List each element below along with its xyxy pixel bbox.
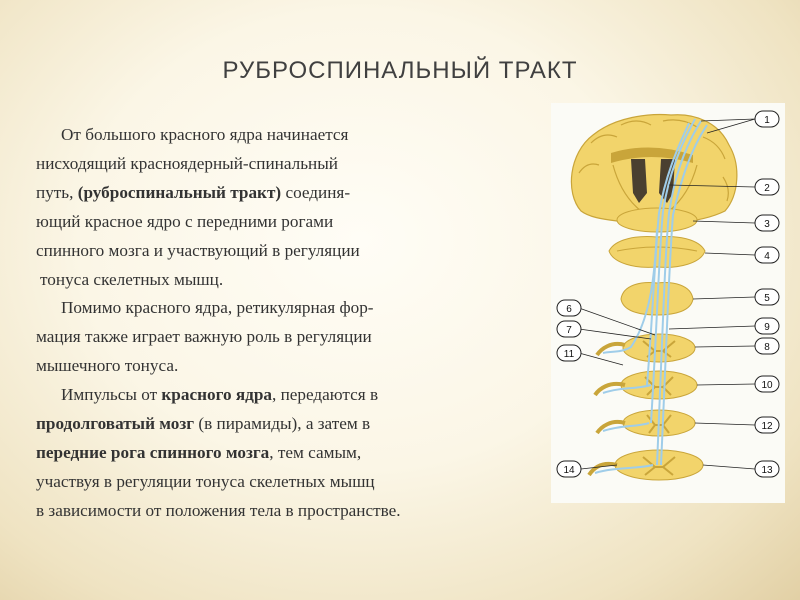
label-badge [557, 345, 581, 361]
label-text: 12 [761, 421, 773, 432]
diagram-svg [551, 103, 785, 503]
label-text: 4 [764, 251, 770, 262]
label-text: 2 [764, 183, 770, 194]
brain-section [571, 115, 736, 224]
text-line [36, 410, 576, 439]
text-span: , передаются в [272, 385, 379, 405]
spinal-level-13 [615, 450, 703, 480]
label-text: 5 [764, 293, 770, 304]
label-badge [755, 318, 779, 334]
label-text: 8 [764, 342, 770, 353]
label-badge [755, 111, 779, 127]
slide-body-text [36, 121, 576, 526]
text-line: ющий красное ядро с передними рогами [36, 211, 334, 231]
label-badge [755, 215, 779, 231]
label-badge [755, 179, 779, 195]
text-span: Импульсы от [61, 385, 162, 405]
text-line: мация также играет важную роль в регуляции [36, 327, 372, 347]
label-text: 13 [761, 465, 773, 476]
label-text: 7 [566, 325, 572, 336]
label-badge [557, 461, 581, 477]
text-line [36, 439, 576, 468]
text-line [36, 179, 576, 208]
label-text: 9 [764, 322, 770, 333]
label-text: 14 [563, 465, 575, 476]
label-text: 3 [764, 219, 770, 230]
label-badge [755, 461, 779, 477]
label-text: 6 [566, 304, 572, 315]
slide-title: РУБРОСПИНАЛЬНЫЙ ТРАКТ [222, 57, 578, 84]
label-badge [755, 289, 779, 305]
label-text: 11 [563, 349, 575, 360]
text-span: соединя- [281, 182, 351, 202]
bold-term: продолговатый мозг [36, 414, 195, 434]
text-line: От большого красного ядра начинается [61, 125, 349, 144]
rubrospinal-tract-diagram [551, 103, 785, 503]
text-line: Помимо красного ядра, ретикулярная фор- [61, 298, 374, 318]
label-badge [557, 300, 581, 316]
bold-term: передние рога спинного мозга [36, 442, 270, 462]
spinal-level-8 [623, 334, 695, 362]
label-badge [755, 247, 779, 263]
label-badge [557, 321, 581, 337]
text-line: в зависимости от положения тела в пространстве. [36, 500, 401, 520]
label-badge [755, 417, 779, 433]
text-span: , тем самым, [269, 442, 362, 462]
label-badge [755, 338, 779, 354]
bold-term: (руброспинальный тракт) [77, 182, 282, 202]
text-line: спинного мозга и участвующий в регуляции [36, 240, 360, 260]
label-badge [755, 376, 779, 392]
label-text: 10 [761, 380, 773, 391]
text-line: нисходящий красноядерный-спинальный [36, 153, 338, 173]
text-line: мышечного тонуса. [36, 356, 179, 376]
label-text: 1 [764, 115, 770, 126]
text-line: участвуя в регуляции тонуса скелетных мышц [36, 471, 375, 491]
text-line: тонуса скелетных мышц. [40, 269, 224, 289]
text-span: путь, [36, 182, 78, 202]
text-line [36, 381, 576, 410]
bold-term: красного ядра [161, 385, 272, 405]
text-span: (в пирамиды), а затем в [194, 414, 371, 434]
